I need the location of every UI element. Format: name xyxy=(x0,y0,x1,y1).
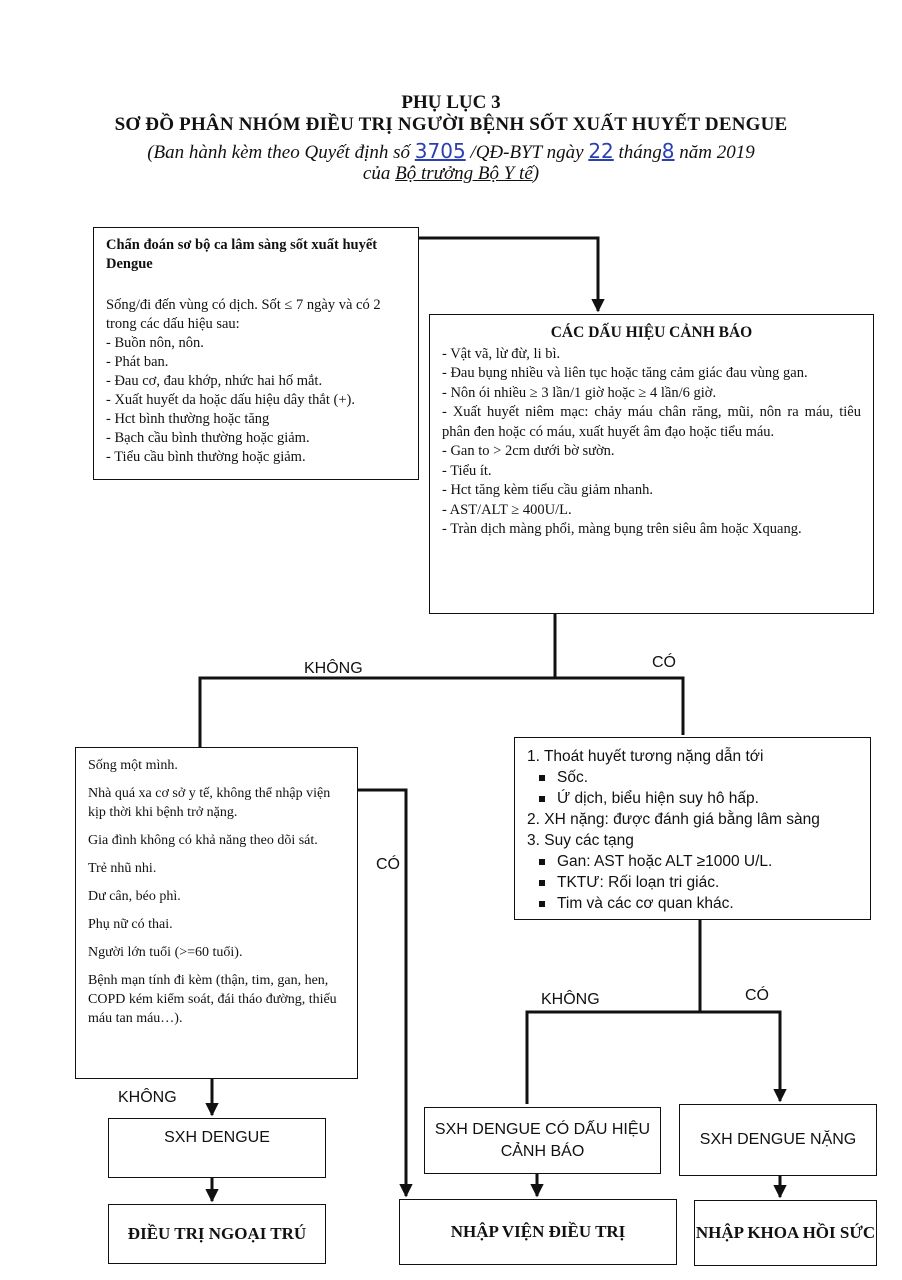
dengue-severe-label: SXH DENGUE NẶNG xyxy=(699,1131,857,1148)
warning-line: - Tiểu ít. xyxy=(442,462,492,479)
warning-line: - Gan to > 2cm dưới bờ sườn. xyxy=(442,443,615,459)
dengue-warning-label: SXH DENGUE CÓ DẤU HIỆU CẢNH BÁO xyxy=(434,1120,651,1160)
warning-line: - Vật vã, lừ đừ, li bì. xyxy=(442,345,561,362)
edge-label-social-yes: CÓ xyxy=(376,856,400,873)
warning-line: - Nôn ói nhiều ≥ 3 lần/1 giờ hoặc ≥ 4 lần/6 giờ. xyxy=(442,384,717,401)
warning-line: - Hct tăng kèm tiểu cầu giảm nhanh. xyxy=(442,482,653,498)
decree-mid: /QĐ-BYT ngày xyxy=(465,142,589,163)
initial-diagnosis-title: Chẩn đoán sơ bộ ca lâm sàng sốt xuất huyết Dengue xyxy=(106,237,378,272)
risk-line: Bệnh mạn tính đi kèm (thận, tim, gan, hen, COPD kém kiểm soát, đái tháo đường, thiếu máu tan máu…). xyxy=(88,973,337,1026)
severe-criteria-box xyxy=(514,737,871,920)
dengue-label: SXH DENGUE xyxy=(164,1129,270,1146)
decree-number: 3705 xyxy=(414,139,466,163)
decree-month-label: tháng xyxy=(613,142,662,163)
initial-line: - Bạch cầu bình thường hoặc giảm. xyxy=(106,430,310,446)
initial-line: Sống/đi đến vùng có dịch. Sốt ≤ 7 ngày và có 2 trong các dấu hiệu sau: xyxy=(106,297,381,332)
issuer-prefix: của xyxy=(362,163,396,184)
inpatient-label: NHẬP VIỆN ĐIỀU TRỊ xyxy=(450,1222,626,1241)
warning-line: - Tràn dịch màng phổi, màng bụng trên siêu âm hoặc Xquang. xyxy=(442,521,802,537)
initial-line: - Xuất huyết da hoặc dấu hiệu dây thắt (+). xyxy=(106,392,355,408)
severe-line: 3. Suy các tạng xyxy=(527,832,634,849)
warning-line: - Xuất huyết niêm mạc: chảy máu chân răng, mũi, nôn ra máu, tiêu phân đen hoặc có máu, xuất huyết âm đạo hoặc tiểu máu. xyxy=(442,404,861,440)
severe-line: 1. Thoát huyết tương nặng dẫn tới xyxy=(527,748,764,765)
outpatient-label: ĐIỀU TRỊ NGOẠI TRÚ xyxy=(127,1224,307,1243)
severe-subitem: Ứ dịch, biểu hiện suy hô hấp. xyxy=(527,788,858,809)
edge-label-severe-yes: CÓ xyxy=(745,987,769,1004)
decree-prefix: (Ban hành kèm theo Quyết định số xyxy=(147,142,415,163)
dengue-severe-box xyxy=(679,1104,877,1176)
risk-line: Nhà quá xa cơ sở y tế, không thể nhập viện kịp thời khi bệnh trở nặng. xyxy=(88,786,331,820)
initial-line: - Đau cơ, đau khớp, nhức hai hố mắt. xyxy=(106,373,323,389)
inpatient-box xyxy=(399,1199,677,1265)
edge-label-warning-yes: CÓ xyxy=(652,654,676,671)
decree-day: 22 xyxy=(588,139,614,163)
warning-line: - AST/ALT ≥ 400U/L. xyxy=(442,501,572,518)
edge-label-warning-no: KHÔNG xyxy=(304,660,363,677)
outpatient-box xyxy=(108,1204,326,1264)
dengue-box xyxy=(108,1118,326,1178)
icu-box xyxy=(694,1200,877,1266)
risk-line: Phụ nữ có thai. xyxy=(88,917,173,932)
warning-line: - Đau bụng nhiều và liên tục hoặc tăng cảm giác đau vùng gan. xyxy=(442,365,808,381)
edge-severe-no xyxy=(527,1012,700,1104)
warning-signs-box xyxy=(429,314,874,614)
initial-line: - Phát ban. xyxy=(106,354,169,370)
initial-diagnosis-box xyxy=(93,227,419,480)
risk-line: Gia đình không có khả năng theo dõi sát. xyxy=(88,833,318,848)
warning-signs-title: CÁC DẤU HIỆU CẢNH BÁO xyxy=(550,324,753,341)
decree-year: năm 2019 xyxy=(674,142,755,163)
initial-line: - Tiểu cầu bình thường hoặc giảm. xyxy=(106,449,306,465)
icu-label: NHẬP KHOA HỒI SỨC xyxy=(695,1223,876,1242)
severe-subitem: TKTƯ: Rối loạn tri giác. xyxy=(527,872,858,893)
edge-initial-to-warning xyxy=(419,238,598,311)
initial-line: - Buồn nôn, nôn. xyxy=(106,335,204,351)
decree-month: 8 xyxy=(661,139,675,163)
severe-subitem: Tim và các cơ quan khác. xyxy=(527,893,858,914)
risk-factors-box xyxy=(75,747,358,1079)
severe-subitem: Sốc. xyxy=(527,767,858,788)
initial-line: - Hct bình thường hoặc tăng xyxy=(106,411,270,427)
risk-line: Sống một mình. xyxy=(88,758,178,773)
severe-subitem: Gan: AST hoặc ALT ≥1000 U/L. xyxy=(527,851,858,872)
dengue-warning-box xyxy=(424,1107,661,1174)
edge-social-yes xyxy=(358,790,406,1196)
appendix-title: PHỤ LỤC 3 xyxy=(401,92,501,113)
edge-severe-yes xyxy=(700,1012,780,1101)
risk-line: Người lớn tuổi (>=60 tuổi). xyxy=(88,945,243,960)
issuer-suffix: ) xyxy=(532,163,540,184)
diagram-title: SƠ ĐỒ PHÂN NHÓM ĐIỀU TRỊ NGƯỜI BỆNH SỐT XUẤT HUYẾT DENGUE xyxy=(114,114,788,135)
edge-label-social-no: KHÔNG xyxy=(118,1089,177,1106)
issuer: Bộ trưởng Bộ Y tế xyxy=(395,163,533,184)
severe-line: 2. XH nặng: được đánh giá bằng lâm sàng xyxy=(527,811,820,828)
risk-line: Trẻ nhũ nhi. xyxy=(88,861,157,876)
risk-line: Dư cân, béo phì. xyxy=(88,889,181,904)
edge-label-severe-no: KHÔNG xyxy=(541,991,600,1008)
